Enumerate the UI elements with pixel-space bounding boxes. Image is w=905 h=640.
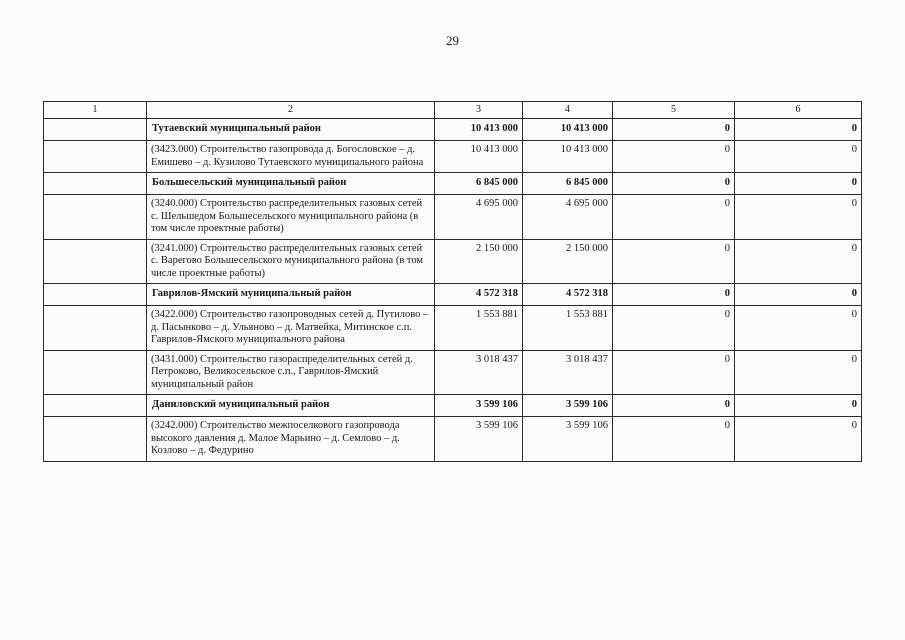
header-cell: 6 <box>735 102 862 119</box>
amount-col6: 0 <box>735 306 862 351</box>
row-number-cell <box>44 417 147 462</box>
amount-col5: 0 <box>613 119 735 141</box>
project-row <box>44 239 862 284</box>
amount-col5: 0 <box>613 141 735 173</box>
project-name: (3422.000) Строительство газопроводных сетей д. Путилово – д. Пасынково – д. Ульяново – д. Матвейка, Митинское с.п. Гаврилов-Ямского муниципального района <box>147 306 435 351</box>
district-row <box>44 395 862 417</box>
amount-col5: 0 <box>613 350 735 395</box>
amount-col5: 0 <box>613 284 735 306</box>
amount-col6: 0 <box>735 395 862 417</box>
project-row <box>44 350 862 395</box>
amount-col6: 0 <box>735 350 862 395</box>
project-row <box>44 306 862 351</box>
amount-col4: 10 413 000 <box>523 119 613 141</box>
district-name: Тутаевский муниципальный район <box>147 119 435 141</box>
row-number-cell <box>44 173 147 195</box>
row-number-cell <box>44 350 147 395</box>
amount-col3: 1 553 881 <box>435 306 523 351</box>
amount-col3: 4 695 000 <box>435 195 523 240</box>
district-row <box>44 119 862 141</box>
row-number-cell <box>44 306 147 351</box>
district-name: Гаврилов-Ямский муниципальный район <box>147 284 435 306</box>
header-cell: 4 <box>523 102 613 119</box>
amount-col4: 6 845 000 <box>523 173 613 195</box>
amount-col4: 3 599 106 <box>523 417 613 462</box>
amount-col5: 0 <box>613 306 735 351</box>
district-name: Большесельский муниципальный район <box>147 173 435 195</box>
amount-col4: 4 695 000 <box>523 195 613 240</box>
project-name: (3241.000) Строительство распределительных газовых сетей с. Варегово Большесельского муниципального района (в том числе проектные работы) <box>147 239 435 284</box>
amount-col4: 3 018 437 <box>523 350 613 395</box>
header-cell: 5 <box>613 102 735 119</box>
district-name: Даниловский муниципальный район <box>147 395 435 417</box>
amount-col3: 10 413 000 <box>435 141 523 173</box>
header-cell: 1 <box>44 102 147 119</box>
row-number-cell <box>44 395 147 417</box>
amount-col5: 0 <box>613 239 735 284</box>
amount-col3: 6 845 000 <box>435 173 523 195</box>
project-row <box>44 141 862 173</box>
row-number-cell <box>44 239 147 284</box>
amount-col3: 10 413 000 <box>435 119 523 141</box>
amount-col4: 3 599 106 <box>523 395 613 417</box>
amount-col4: 1 553 881 <box>523 306 613 351</box>
amount-col3: 3 599 106 <box>435 417 523 462</box>
amount-col5: 0 <box>613 195 735 240</box>
project-name: (3423.000) Строительство газопровода д. Богословское – д. Емишево – д. Кузилово Тутаевского муниципального района <box>147 141 435 173</box>
row-number-cell <box>44 119 147 141</box>
amount-col3: 4 572 318 <box>435 284 523 306</box>
amount-col6: 0 <box>735 141 862 173</box>
project-row <box>44 195 862 240</box>
amount-col4: 2 150 000 <box>523 239 613 284</box>
amount-col3: 3 018 437 <box>435 350 523 395</box>
row-number-cell <box>44 284 147 306</box>
project-row <box>44 417 862 462</box>
header-cell: 2 <box>147 102 435 119</box>
district-row <box>44 284 862 306</box>
project-name: (3240.000) Строительство распределительных газовых сетей с. Шельшедом Большесельского муниципального района (в том числе проектные работы) <box>147 195 435 240</box>
amount-col6: 0 <box>735 119 862 141</box>
amount-col6: 0 <box>735 284 862 306</box>
project-name: (3242.000) Строительство межпоселкового газопровода высокого давления д. Малое Марьино – д. Семлово – д. Козлово – д. Федурино <box>147 417 435 462</box>
district-row <box>44 173 862 195</box>
amount-col5: 0 <box>613 417 735 462</box>
table-header-row <box>44 102 862 119</box>
amount-col6: 0 <box>735 173 862 195</box>
page-number: 29 <box>446 33 459 48</box>
amount-col3: 2 150 000 <box>435 239 523 284</box>
amount-col4: 10 413 000 <box>523 141 613 173</box>
project-name: (3431.000) Строительство газораспределительных сетей д. Петроково, Великосельское с.п., Гаврилов-Ямский муниципальный район <box>147 350 435 395</box>
header-cell: 3 <box>435 102 523 119</box>
amount-col3: 3 599 106 <box>435 395 523 417</box>
row-number-cell <box>44 141 147 173</box>
amount-col5: 0 <box>613 173 735 195</box>
row-number-cell <box>44 195 147 240</box>
amount-col6: 0 <box>735 417 862 462</box>
budget-table <box>43 101 862 462</box>
amount-col5: 0 <box>613 395 735 417</box>
amount-col4: 4 572 318 <box>523 284 613 306</box>
amount-col6: 0 <box>735 239 862 284</box>
amount-col6: 0 <box>735 195 862 240</box>
